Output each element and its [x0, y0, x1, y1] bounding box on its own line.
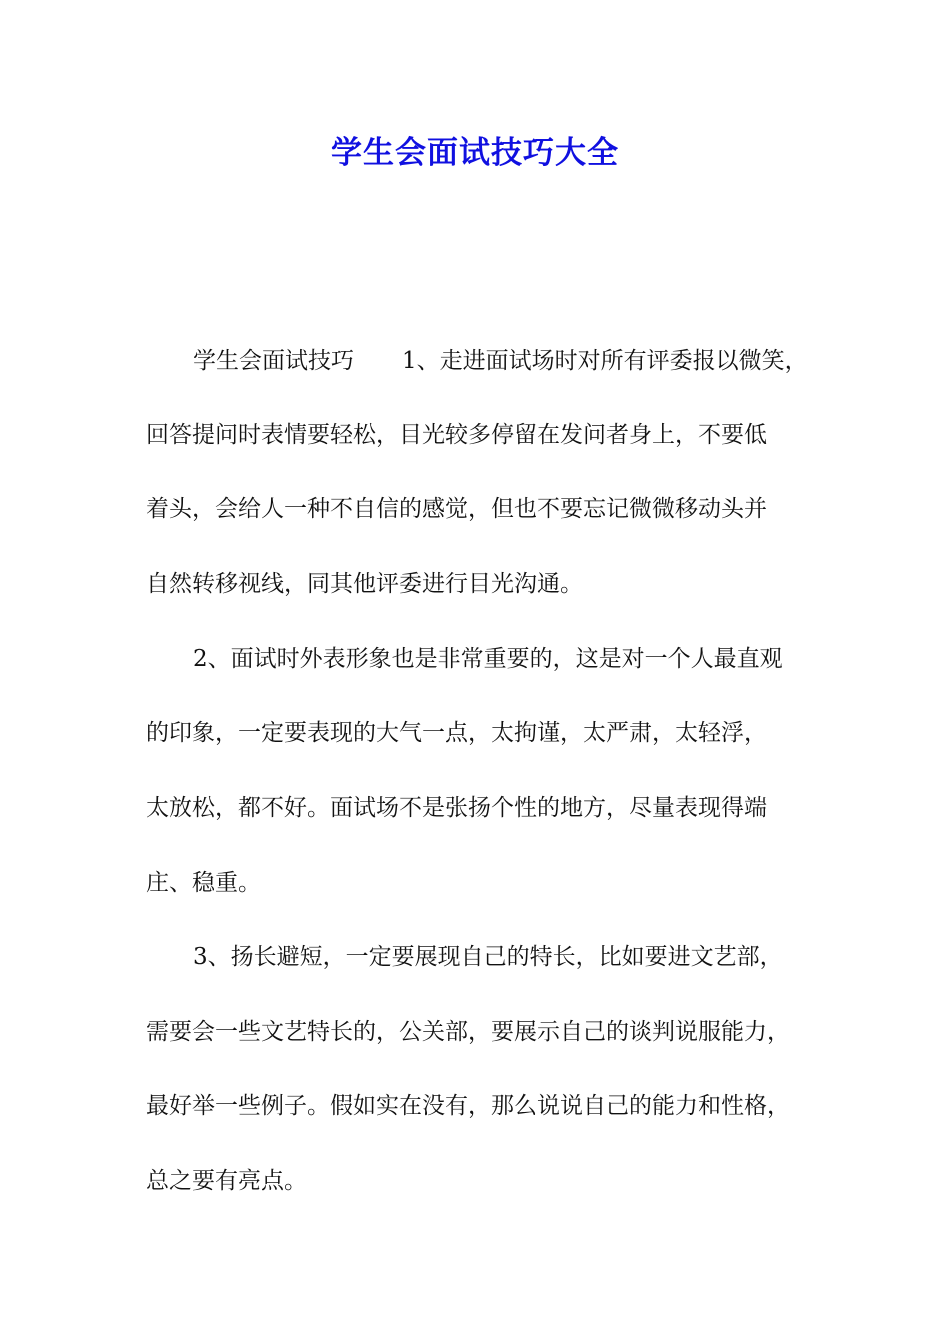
paragraph-line: 太放松，都不好。面试场不是张扬个性的地方，尽量表现得端	[146, 795, 767, 821]
paragraph-line	[193, 344, 808, 378]
paragraph-line: 着头，会给人一种不自信的感觉，但也不要忘记微微移动头并	[146, 496, 767, 522]
paragraph-line: 总之要有亮点。	[146, 1168, 307, 1194]
paragraph-line: 最好举一些例子。假如实在没有，那么说说自己的能力和性格，	[146, 1093, 790, 1119]
paragraph-line: 3、扬长避短，一定要展现自己的特长，比如要进文艺部，	[193, 944, 783, 970]
page-title: 学生会面试技巧大全	[331, 135, 619, 171]
paragraph-line: 的印象，一定要表现的大气一点，太拘谨，太严肃，太轻浮，	[146, 720, 767, 746]
paragraph-line: 庄、稳重。	[146, 870, 261, 896]
paragraph-line: 需要会一些文艺特长的，公关部，要展示自己的谈判说服能力，	[146, 1019, 790, 1045]
paragraph-line: 自然转移视线，同其他评委进行目光沟通。	[146, 571, 583, 597]
paragraph-line: 2、面试时外表形象也是非常重要的，这是对一个人最直观	[193, 646, 783, 672]
paragraph-line: 回答提问时表情要轻松，目光较多停留在发问者身上，不要低	[146, 422, 767, 448]
paragraph-text: 1、走进面试场时对所有评委报以微笑，	[402, 348, 808, 374]
section-heading: 学生会面试技巧	[193, 348, 354, 374]
